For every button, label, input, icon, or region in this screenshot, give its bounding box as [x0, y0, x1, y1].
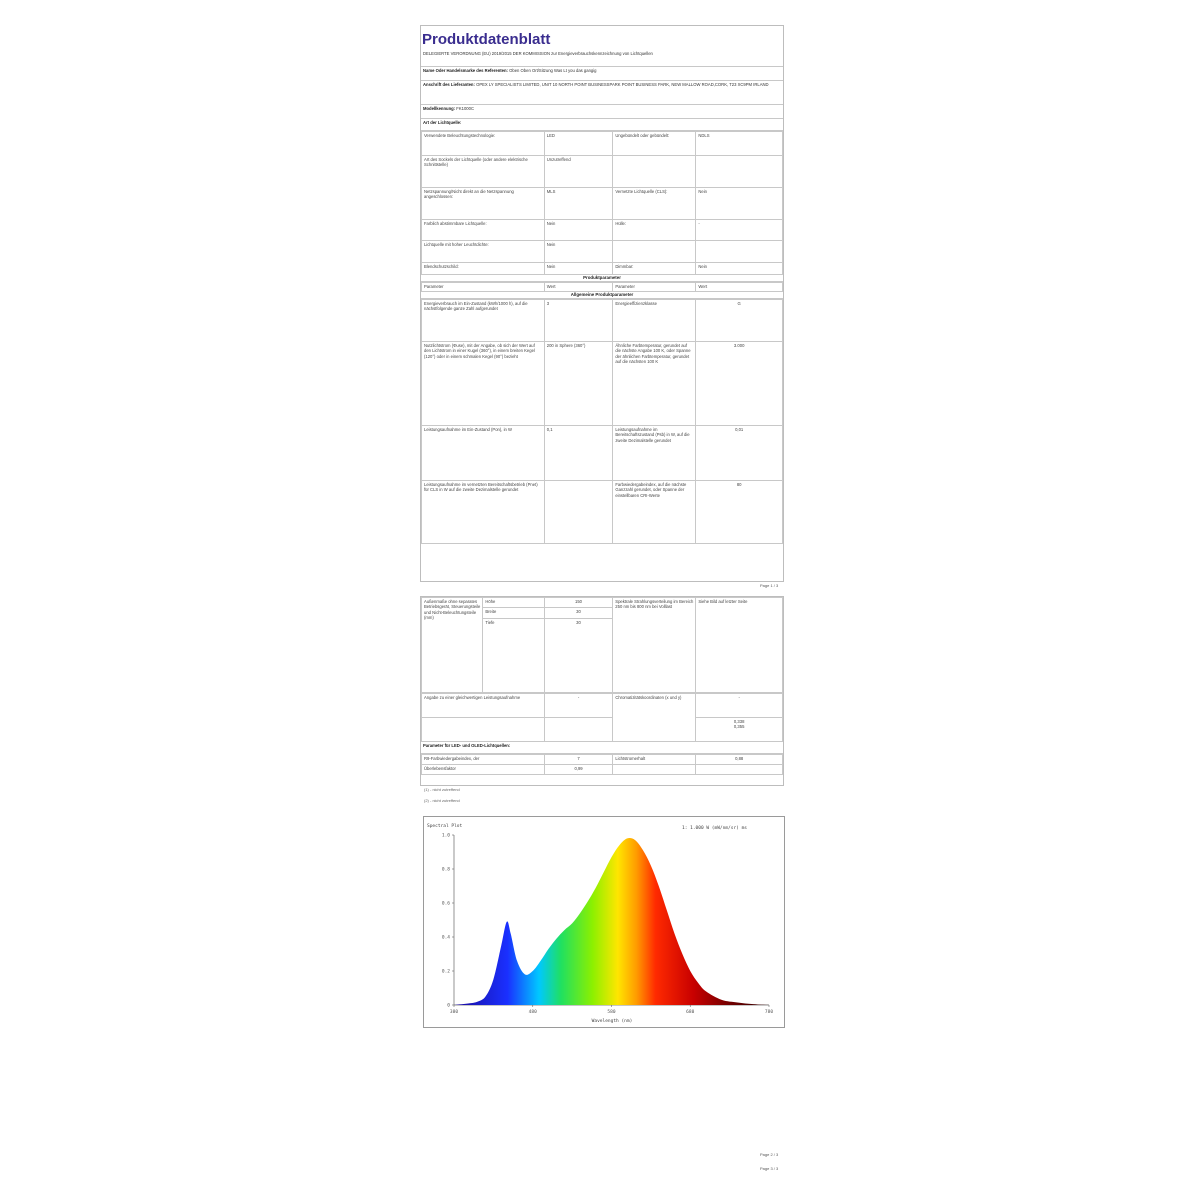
table-header-row [422, 283, 783, 292]
y-tick-label: 0.6 [441, 901, 450, 907]
table-cell: Breite [483, 608, 544, 618]
spectrum-area [454, 838, 769, 1005]
x-tick-label: 680 [686, 1010, 695, 1015]
table-cell: Ähnliche Farbtemperatur, gerundet auf die nächste Angabe 100 K, oder Spanne der ähnlichen Farbtemperatur, gerundet auf die nächsten 100 K [613, 342, 696, 426]
table-cell: Tiefe [483, 618, 544, 692]
table-row [422, 755, 783, 765]
supplier-name-label: Name Oder Handelsmarke des Referenten: [423, 68, 508, 73]
datasheet-page-2 [420, 596, 784, 786]
table-cell [696, 156, 783, 188]
table-row [422, 220, 783, 241]
dimensions-table [421, 597, 783, 693]
table-cell: MLS [544, 188, 613, 220]
address-value: OPEX LY SPECIALISTS LIMITED, UNIT 10 NORTH POINT BUSINESSPARK POINT BUSINESS PARK, NEW MALLOW ROAD,CORK, T23 XC9PM IRLAND [476, 82, 769, 87]
x-tick-label: 480 [528, 1010, 537, 1015]
table-cell [544, 718, 613, 742]
y-tick-label: 0.2 [441, 969, 450, 975]
table-row [422, 188, 783, 220]
table-cell: Angabe zu einer gleichwertigen Leistungsaufnahme [422, 694, 545, 718]
spectral-chart [423, 816, 785, 1028]
table-cell [422, 718, 545, 742]
table-cell: - [696, 220, 783, 241]
table-row [422, 598, 783, 608]
regulation-subtitle: DELEGIERTE VERORDNUNG (EU) 2019/2015 DER KOMMISSION zur Energieverbrauchskennzeichnung von Lichtquellen [421, 50, 783, 67]
table-cell: Vernetzte Lichtquelle (CLS): [613, 188, 696, 220]
table-row [422, 241, 783, 263]
table-cell: Hülle: [613, 220, 696, 241]
table-cell: 0,01 [696, 426, 783, 481]
parameter-header-table [421, 282, 783, 292]
page-number: Page 3 / 3 [760, 1166, 779, 1171]
table-row [422, 342, 783, 426]
table-cell [613, 765, 696, 775]
table-cell: Überlebensfaktor [422, 765, 545, 775]
address-row [421, 81, 783, 105]
table-cell: Unzutreffend [544, 156, 613, 188]
table-cell: Ungebündelt oder gebündelt: [613, 132, 696, 156]
table-cell: Leistungsaufnahme im Bereitschaftszustand (Psb) in W, auf die zweite Dezimalstelle gerundet [613, 426, 696, 481]
dimensions-label: Außenmaße ohne separates Betriebsgerät, Steuerungsteile und Nicht-Beleuchtungsteile (mm) [422, 598, 483, 693]
table-row [422, 132, 783, 156]
table-cell: Leistungsaufnahme im vernetzten Bereitschaftsbetrieb (Pnet) für CLS in W auf die zweite Dezimalstelle gerundet [422, 481, 545, 544]
supplier-name-row [421, 67, 783, 81]
equivalence-table [421, 693, 783, 742]
table-row [422, 765, 783, 775]
table-cell: Farbwiedergabeindex, auf die nächste Ganzzahl gerundet, oder Spanne der einstellbaren CRI-Werte [613, 481, 696, 544]
page-number: Page 1 / 3 [760, 583, 779, 588]
chroma-x: 0,338 [733, 719, 745, 724]
chart-legend: 1: 1.000 W (mW/nm/sr) ms [682, 826, 748, 831]
spectral-value: Siehe Bild auf letzter Seite [696, 598, 783, 693]
y-tick-label: 0.8 [441, 867, 450, 873]
table-cell [613, 156, 696, 188]
table-cell: R9-Farbwiedergabeindex, der [422, 755, 545, 765]
table-cell: Nein [544, 220, 613, 241]
table-cell: Verwendete Beleuchtungstechnologie: [422, 132, 545, 156]
table-cell: 3.000 [696, 342, 783, 426]
led-section-label: Parameter für LED- und OLED-Lichtquellen: [423, 743, 511, 748]
address-label: Anschrift des Lieferanten: [423, 82, 475, 87]
y-tick-label: 0 [447, 1003, 450, 1009]
chroma-y: 0,355 [733, 724, 745, 730]
table-cell: 3 [544, 300, 613, 342]
table-cell: 30 [544, 608, 613, 618]
supplier-name-value: Oben Oben Ort/Sitzung Was Lt you das gangig [509, 68, 597, 73]
y-tick-label: 0.4 [441, 935, 450, 941]
footnote: (1) - nicht zutreffend [424, 787, 460, 792]
table-row [422, 263, 783, 275]
footnote: (2) - nicht zutreffend [424, 798, 460, 803]
page-number: Page 2 / 3 [760, 1152, 779, 1157]
table-cell: 30 [544, 618, 613, 692]
type-label: Art der Lichtquelle: [423, 120, 462, 125]
column-header: Parameter [613, 283, 696, 292]
table-cell: 0,88 [696, 755, 783, 765]
chart-title: Spectral Plot [427, 824, 463, 829]
type-heading-row [421, 119, 783, 131]
table-cell: Energieverbrauch im Ein-Zustand (kWh/1000 h), auf die nächstfolgende ganze Zahl aufgerundet [422, 300, 545, 342]
table-cell: Höhe [483, 598, 544, 608]
table-cell: Nutzlichtstrom (Φuse), mit der Angabe, ob sich der Wert auf den Lichtstrom in einer Kugel (360°), in einem breiten Kegel (120°) oder in einem schmalen Kegel (90°) bezieht [422, 342, 545, 426]
led-parameter-table [421, 754, 783, 775]
table-row [422, 300, 783, 342]
model-label: Modellkennung: [423, 106, 456, 111]
table-cell: Blendschutzschild: [422, 263, 545, 275]
table-cell: Nein [544, 241, 613, 263]
light-source-type-table [421, 131, 783, 275]
x-tick-label: 780 [764, 1010, 774, 1015]
table-row [422, 426, 783, 481]
page-title: Produktdatenblatt [422, 31, 551, 48]
table-cell: Art des Sockels der Lichtquelle (oder andere elektrische Schnittstelle) [422, 156, 545, 188]
table-cell [696, 718, 783, 742]
table-cell: 0,99 [544, 765, 613, 775]
column-header: Parameter [422, 283, 545, 292]
table-cell: Farblich abstimmbare Lichtquelle: [422, 220, 545, 241]
table-row [422, 481, 783, 544]
column-header: Wert [544, 283, 613, 292]
table-cell: 200 in Sphere (360°) [544, 342, 613, 426]
table-cell: - [696, 694, 783, 718]
general-parameter-table [421, 299, 783, 544]
table-row [422, 156, 783, 188]
table-cell: Chromatizitätskoordinaten (x und y) [613, 694, 696, 742]
model-value: FK1000C [456, 106, 474, 111]
x-tick-label: 580 [607, 1010, 616, 1015]
table-cell: Nein [696, 263, 783, 275]
table-cell: LED [544, 132, 613, 156]
table-cell: 80 [696, 481, 783, 544]
table-cell: Energieeffizienzklasse [613, 300, 696, 342]
table-cell: Netzspannung/Nicht direkt an die Netzspannung angeschlossen: [422, 188, 545, 220]
table-row [422, 718, 783, 742]
table-cell: - [544, 694, 613, 718]
table-cell: G [696, 300, 783, 342]
table-cell: Leistungsaufnahme im Ein-Zustand (Pon), in W [422, 426, 545, 481]
table-cell [696, 765, 783, 775]
x-axis-label: Wavelength (nm) [591, 1019, 633, 1024]
spectral-label: Spektrale Strahlungsverteilung im Bereich 250 nm bis 800 nm bei Volllast [613, 598, 696, 693]
table-cell: Nein [696, 188, 783, 220]
model-row [421, 105, 783, 119]
chart-plot [454, 838, 769, 1005]
table-cell: Lichtquelle mit hoher Leuchtdichte: [422, 241, 545, 263]
table-cell: Lichtstromerhalt [613, 755, 696, 765]
section-general-parameters: Allgemeine Produktparameter [421, 292, 783, 299]
spectral-chart-svg [424, 817, 784, 1027]
column-header: Wert [696, 283, 783, 292]
y-tick-label: 1.0 [441, 833, 450, 839]
table-cell [613, 241, 696, 263]
table-cell: 150 [544, 598, 613, 608]
table-cell [696, 241, 783, 263]
table-cell: NDLS [696, 132, 783, 156]
table-cell: 7 [544, 755, 613, 765]
section-product-parameters: Produktparameter [421, 275, 783, 282]
table-cell: 0,1 [544, 426, 613, 481]
x-tick-label: 380 [449, 1010, 459, 1015]
table-cell: Nein [544, 263, 613, 275]
table-cell: Dimmbar: [613, 263, 696, 275]
table-row [422, 694, 783, 718]
led-section-heading [421, 742, 783, 754]
datasheet-page-1 [420, 25, 784, 582]
table-cell [544, 481, 613, 544]
